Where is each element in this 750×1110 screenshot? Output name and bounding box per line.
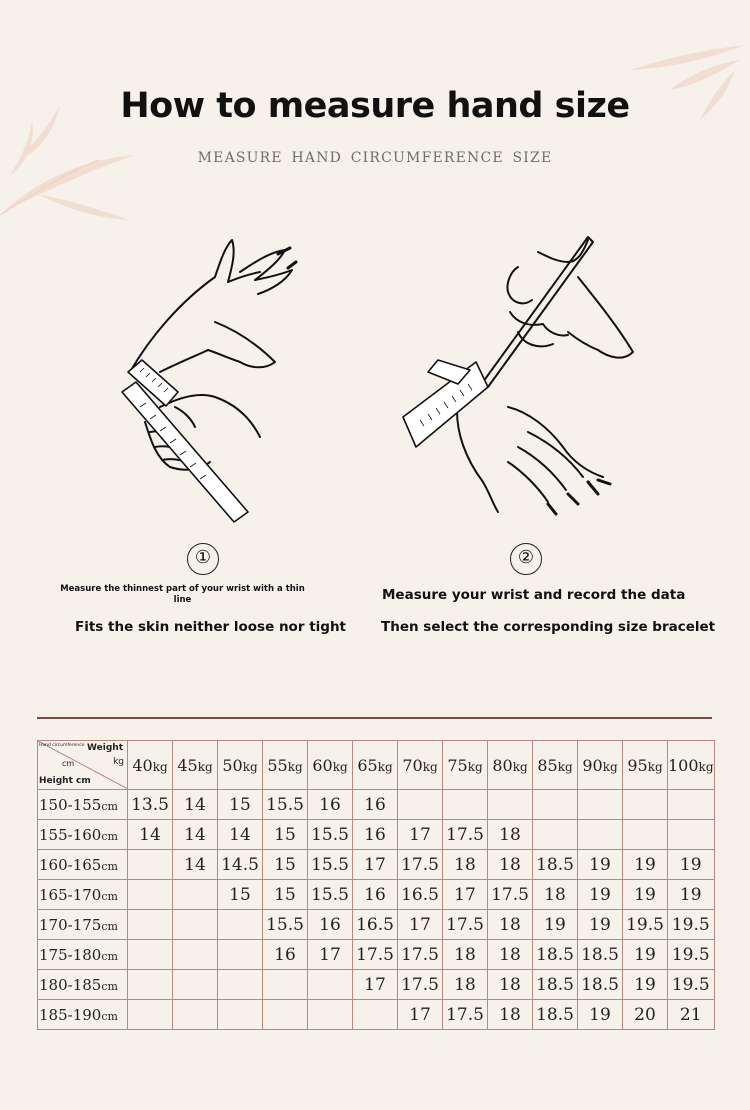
size-cell [128, 910, 173, 940]
size-cell: 15 [218, 790, 263, 820]
size-cell: 18 [488, 820, 533, 850]
size-cell [488, 790, 533, 820]
size-cell: 17 [398, 1000, 443, 1030]
size-cell [668, 790, 715, 820]
weight-value: 85 [537, 755, 558, 775]
size-cell [173, 1000, 218, 1030]
weight-header-cell [353, 741, 398, 790]
size-cell: 18 [488, 850, 533, 880]
weight-header-cell [578, 741, 623, 790]
size-cell [668, 820, 715, 850]
size-cell [623, 790, 668, 820]
table-row [38, 1000, 715, 1030]
size-cell: 19 [533, 910, 578, 940]
weight-value: 90 [582, 755, 603, 775]
weight-value: 55 [267, 755, 288, 775]
size-cell [263, 970, 308, 1000]
weight-header-cell [533, 741, 578, 790]
weight-unit: kg [557, 759, 573, 774]
corner-cm-label: cm [62, 759, 75, 768]
weight-header-cell [218, 741, 263, 790]
size-cell: 19 [623, 970, 668, 1000]
size-cell: 19 [623, 850, 668, 880]
size-cell [398, 790, 443, 820]
size-cell [128, 970, 173, 1000]
size-cell: 17.5 [398, 940, 443, 970]
size-cell [218, 910, 263, 940]
table-header-row [38, 741, 715, 790]
size-cell: 14.5 [218, 850, 263, 880]
height-header-cell [38, 910, 128, 940]
weight-header-cell [398, 741, 443, 790]
height-header-cell [38, 790, 128, 820]
divider-line [37, 717, 712, 719]
weight-unit: kg [152, 759, 168, 774]
corner-hand-label: Hand circumference [39, 743, 85, 748]
size-cell: 18 [443, 850, 488, 880]
size-cell: 16 [353, 880, 398, 910]
height-header-cell [38, 970, 128, 1000]
step-1-caption: Fits the skin neither loose nor tight [75, 619, 347, 635]
size-cell [218, 970, 263, 1000]
size-cell [623, 820, 668, 850]
size-cell: 18.5 [533, 970, 578, 1000]
height-unit: cm [101, 1009, 118, 1023]
size-cell: 15.5 [263, 790, 308, 820]
size-cell [443, 790, 488, 820]
height-range: 160-165 [39, 855, 102, 874]
size-cell [128, 1000, 173, 1030]
weight-header-cell [668, 741, 715, 790]
size-cell: 19.5 [668, 940, 715, 970]
size-cell: 18.5 [533, 940, 578, 970]
weight-unit: kg [242, 759, 258, 774]
step-2-caption: Then select the corresponding size bracelet [381, 619, 716, 635]
size-cell: 18.5 [533, 1000, 578, 1030]
size-cell: 15.5 [308, 820, 353, 850]
size-cell: 15 [218, 880, 263, 910]
size-cell: 15.5 [263, 910, 308, 940]
weight-value: 70 [402, 755, 423, 775]
weight-unit: kg [197, 759, 213, 774]
height-unit: cm [101, 919, 118, 933]
size-cell [173, 940, 218, 970]
size-cell: 17.5 [398, 970, 443, 1000]
size-cell: 17 [443, 880, 488, 910]
weight-value: 40 [132, 755, 153, 775]
step-1-number: ① [187, 543, 219, 575]
table-row [38, 910, 715, 940]
size-cell: 17.5 [488, 880, 533, 910]
size-cell: 14 [173, 790, 218, 820]
page-subtitle: MEASURE HAND CIRCUMFERENCE SIZE [197, 150, 553, 166]
height-unit: cm [101, 949, 118, 963]
height-range: 155-160 [39, 825, 102, 844]
table-row [38, 970, 715, 1000]
size-cell: 18 [533, 880, 578, 910]
size-cell [353, 1000, 398, 1030]
height-range: 150-155 [39, 795, 102, 814]
size-cell: 18 [488, 940, 533, 970]
size-cell [533, 790, 578, 820]
height-unit: cm [101, 889, 118, 903]
height-header-cell [38, 1000, 128, 1030]
weight-unit: kg [698, 759, 714, 774]
table-row [38, 790, 715, 820]
weight-unit: kg [332, 759, 348, 774]
weight-unit: kg [377, 759, 393, 774]
table-row [38, 820, 715, 850]
size-cell: 19 [578, 850, 623, 880]
size-cell: 19 [623, 880, 668, 910]
size-cell: 15 [263, 850, 308, 880]
weight-header-cell [623, 741, 668, 790]
height-range: 175-180 [39, 945, 102, 964]
size-cell: 16 [263, 940, 308, 970]
weight-header-cell [443, 741, 488, 790]
size-cell: 17 [398, 820, 443, 850]
height-unit: cm [101, 799, 118, 813]
size-cell [173, 910, 218, 940]
size-cell: 15 [263, 820, 308, 850]
size-cell: 19.5 [668, 970, 715, 1000]
weight-unit: kg [422, 759, 438, 774]
height-unit: cm [101, 979, 118, 993]
size-cell: 19 [578, 910, 623, 940]
weight-value: 60 [312, 755, 333, 775]
size-cell: 18 [488, 1000, 533, 1030]
page-title: How to measure hand size [120, 86, 630, 126]
step-1-caption-small: Measure the thinnest part of your wrist with a thin line [60, 584, 305, 605]
size-cell [173, 970, 218, 1000]
height-header-cell [38, 820, 128, 850]
size-cell: 17.5 [443, 1000, 488, 1030]
size-cell: 17.5 [353, 940, 398, 970]
size-cell: 19 [623, 940, 668, 970]
wrist-measuring-illustration-1 [100, 232, 300, 527]
table-corner-cell [38, 741, 128, 790]
size-cell: 14 [218, 820, 263, 850]
size-cell: 18 [443, 940, 488, 970]
size-cell: 16 [353, 790, 398, 820]
weight-unit: kg [512, 759, 528, 774]
corner-weight-label: Weight [87, 743, 123, 753]
size-cell: 15.5 [308, 850, 353, 880]
height-range: 185-190 [39, 1005, 102, 1024]
size-cell [263, 1000, 308, 1030]
size-cell: 19.5 [623, 910, 668, 940]
size-cell: 17.5 [443, 910, 488, 940]
size-cell: 15.5 [308, 880, 353, 910]
size-cell [128, 850, 173, 880]
size-cell: 14 [128, 820, 173, 850]
size-cell: 17 [353, 850, 398, 880]
step-2-caption-small: Measure your wrist and record the data [382, 587, 686, 603]
size-cell: 18.5 [578, 940, 623, 970]
weight-value: 100 [668, 755, 699, 775]
height-header-cell [38, 880, 128, 910]
size-cell: 21 [668, 1000, 715, 1030]
size-cell [533, 820, 578, 850]
size-cell: 18.5 [578, 970, 623, 1000]
size-cell: 14 [173, 820, 218, 850]
size-cell: 16 [308, 790, 353, 820]
height-unit: cm [101, 859, 118, 873]
corner-kg-label: kg [113, 757, 124, 767]
table-row [38, 940, 715, 970]
weight-header-cell [488, 741, 533, 790]
size-cell: 17 [398, 910, 443, 940]
weight-value: 80 [492, 755, 513, 775]
step-2-number: ② [510, 543, 542, 575]
size-cell [128, 940, 173, 970]
size-cell [128, 880, 173, 910]
size-cell: 18 [488, 970, 533, 1000]
size-cell: 16 [308, 910, 353, 940]
height-range: 180-185 [39, 975, 102, 994]
size-cell: 18.5 [533, 850, 578, 880]
height-range: 165-170 [39, 885, 102, 904]
weight-unit: kg [647, 759, 663, 774]
corner-height-label: Height cm [39, 776, 91, 786]
weight-header-cell [128, 741, 173, 790]
size-cell: 17.5 [443, 820, 488, 850]
weight-header-cell [308, 741, 353, 790]
weight-header-cell [263, 741, 308, 790]
size-chart-table [37, 740, 715, 1030]
size-cell: 20 [623, 1000, 668, 1030]
size-cell: 17 [308, 940, 353, 970]
size-cell: 19 [578, 1000, 623, 1030]
size-cell [578, 790, 623, 820]
size-cell [308, 1000, 353, 1030]
height-range: 170-175 [39, 915, 102, 934]
weight-value: 45 [177, 755, 198, 775]
weight-value: 50 [222, 755, 243, 775]
weight-value: 95 [627, 755, 648, 775]
size-cell: 19 [578, 880, 623, 910]
size-cell: 14 [173, 850, 218, 880]
size-cell [218, 940, 263, 970]
size-cell: 16 [353, 820, 398, 850]
weight-unit: kg [602, 759, 618, 774]
size-cell: 18 [488, 910, 533, 940]
weight-unit: kg [287, 759, 303, 774]
size-cell: 17 [353, 970, 398, 1000]
size-cell: 19 [668, 880, 715, 910]
size-cell [578, 820, 623, 850]
table-row [38, 850, 715, 880]
size-cell [218, 1000, 263, 1030]
size-cell: 16.5 [398, 880, 443, 910]
weight-value: 65 [357, 755, 378, 775]
size-cell: 13.5 [128, 790, 173, 820]
size-cell: 19.5 [668, 910, 715, 940]
size-cell: 15 [263, 880, 308, 910]
weight-unit: kg [467, 759, 483, 774]
size-cell: 17.5 [398, 850, 443, 880]
size-cell [308, 970, 353, 1000]
size-cell [173, 880, 218, 910]
weight-value: 75 [447, 755, 468, 775]
size-cell: 16.5 [353, 910, 398, 940]
height-header-cell [38, 940, 128, 970]
height-header-cell [38, 850, 128, 880]
size-cell: 18 [443, 970, 488, 1000]
table-row [38, 880, 715, 910]
height-unit: cm [101, 829, 118, 843]
wrist-measuring-illustration-2 [398, 232, 648, 527]
size-cell: 19 [668, 850, 715, 880]
weight-header-cell [173, 741, 218, 790]
